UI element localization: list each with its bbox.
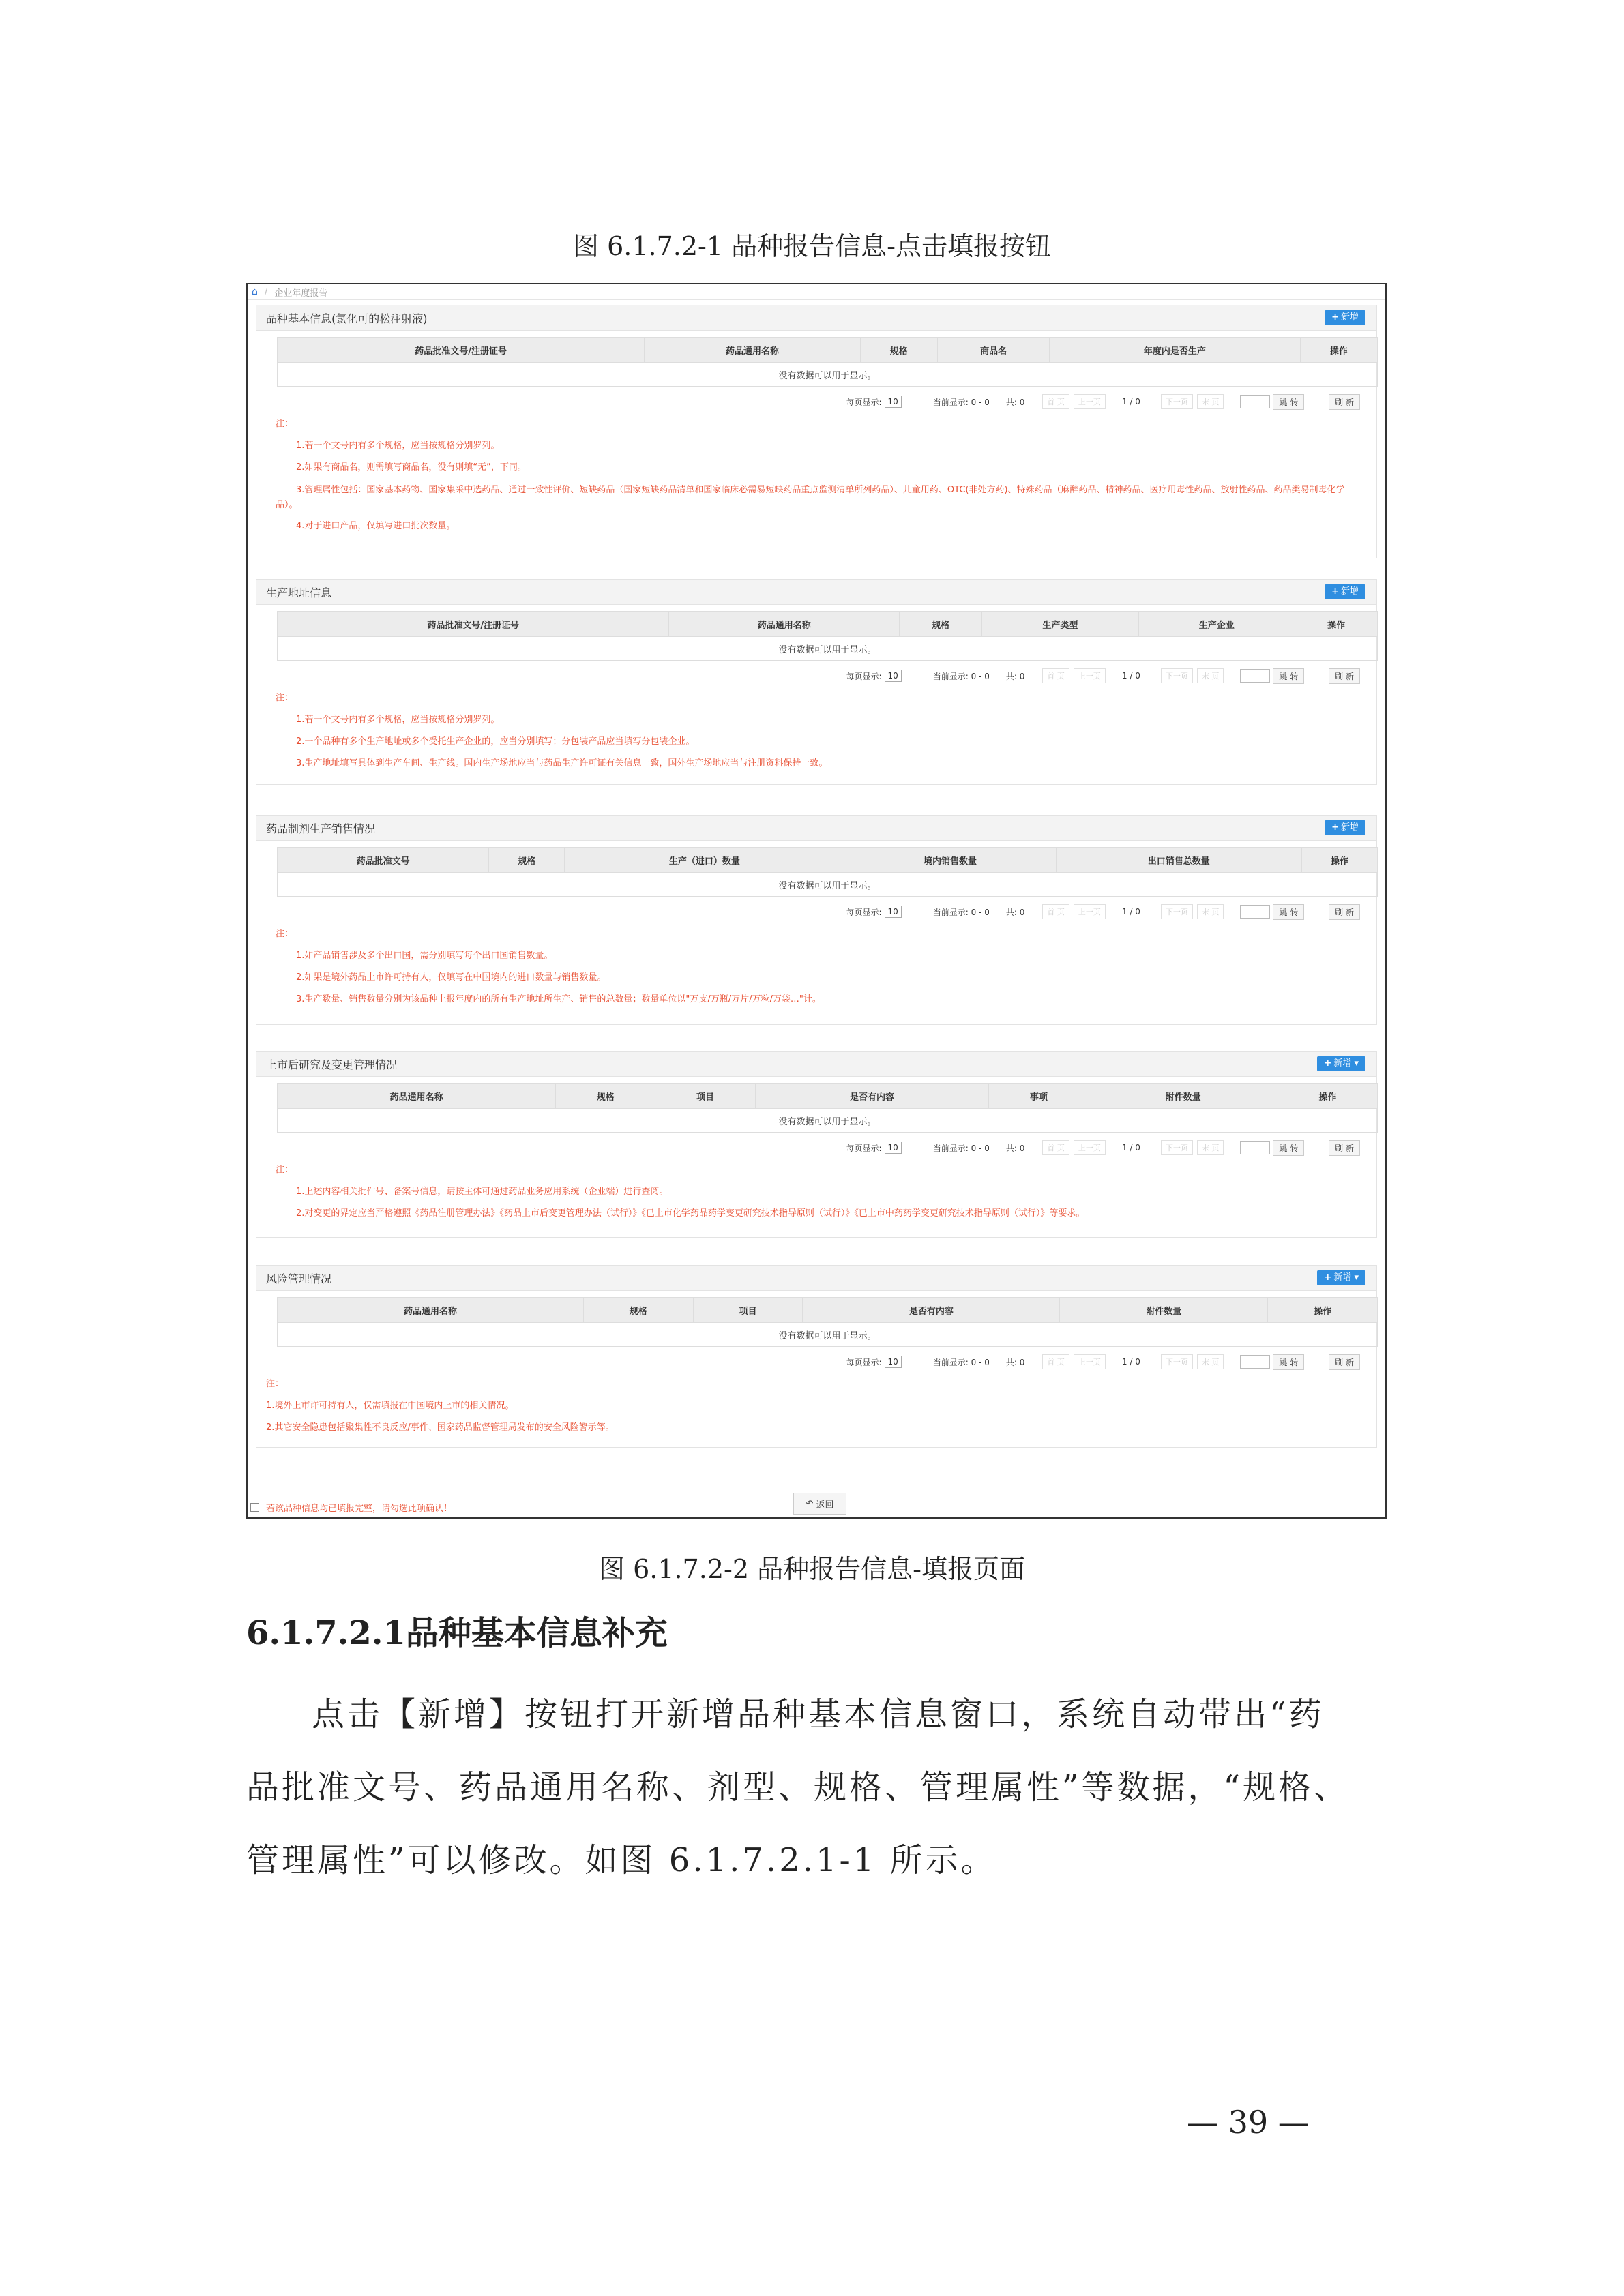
paragraph-line: 品批准文号、药品通用名称、剂型、规格、管理属性”等数据，“规格、 bbox=[246, 1768, 1350, 1806]
current-range: 当前显示: 0 - 0 bbox=[932, 397, 990, 407]
note-item: 1.若一个文号内有多个规格，应当按规格分别罗列。 bbox=[296, 715, 500, 725]
page-indicator: 1 / 0 bbox=[1121, 671, 1140, 681]
prev-page-button[interactable]: 上一页 bbox=[1074, 668, 1106, 683]
caret-down-icon: ▾ bbox=[1354, 1272, 1359, 1283]
next-page-button[interactable]: 下一页 bbox=[1161, 394, 1193, 409]
last-page-button[interactable]: 末 页 bbox=[1197, 668, 1224, 683]
next-page-button[interactable]: 下一页 bbox=[1161, 1354, 1193, 1369]
column-header: 境内销售数量 bbox=[844, 848, 1056, 873]
first-page-button[interactable]: 首 页 bbox=[1042, 1354, 1069, 1369]
next-page-button[interactable]: 下一页 bbox=[1161, 904, 1193, 919]
per-page-label: 每页显示: bbox=[846, 1143, 882, 1153]
home-icon[interactable]: ⌂ bbox=[252, 286, 258, 297]
panel-title: 风险管理情况 bbox=[266, 1272, 332, 1285]
last-page-button[interactable]: 末 页 bbox=[1197, 1140, 1224, 1155]
column-header: 项目 bbox=[655, 1084, 755, 1109]
plus-icon: + bbox=[1324, 1272, 1332, 1283]
per-page-select[interactable]: 10 bbox=[885, 396, 902, 408]
column-header: 事项 bbox=[989, 1084, 1089, 1109]
page-indicator: 1 / 0 bbox=[1121, 1357, 1140, 1367]
table-header-row bbox=[278, 612, 1378, 637]
total-count: 共: 0 bbox=[1005, 671, 1025, 681]
add-button[interactable] bbox=[1325, 310, 1365, 325]
table-row bbox=[278, 637, 1378, 661]
add-label: 新增 bbox=[1333, 1058, 1352, 1069]
table-header-row bbox=[278, 1298, 1378, 1323]
jump-button[interactable]: 跳 转 bbox=[1273, 1354, 1304, 1370]
page-jump-input[interactable] bbox=[1240, 1141, 1270, 1154]
table-header-row bbox=[278, 338, 1378, 363]
data-table bbox=[277, 337, 1378, 387]
add-dropdown-button[interactable] bbox=[1317, 1056, 1365, 1071]
table-row bbox=[278, 1109, 1378, 1133]
note-item: 1.上述内容相关批件号、备案号信息，请按主体可通过药品业务应用系统（企业端）进行查阅。 bbox=[296, 1187, 668, 1197]
refresh-button[interactable]: 刷 新 bbox=[1329, 394, 1360, 410]
column-header: 药品通用名称 bbox=[278, 1298, 584, 1323]
column-header: 药品批准文号/注册证号 bbox=[278, 338, 645, 363]
panel-risk-management bbox=[256, 1265, 1377, 1448]
panel-basic-info bbox=[256, 305, 1377, 558]
data-table bbox=[277, 847, 1378, 897]
first-page-button[interactable]: 首 页 bbox=[1042, 668, 1069, 683]
column-header: 药品通用名称 bbox=[669, 612, 900, 637]
column-header: 操作 bbox=[1300, 338, 1377, 363]
column-header: 药品批准文号/注册证号 bbox=[278, 612, 669, 637]
notes bbox=[276, 413, 1363, 537]
plus-icon: + bbox=[1324, 1058, 1332, 1069]
per-page-select[interactable]: 10 bbox=[885, 670, 902, 682]
note-item: 2.如果有商品名，则需填写商品名，没有则填“无”，下同。 bbox=[296, 462, 527, 473]
jump-button[interactable]: 跳 转 bbox=[1273, 394, 1304, 410]
notes bbox=[276, 1159, 1363, 1225]
add-button[interactable] bbox=[1325, 584, 1365, 599]
column-header: 生产企业 bbox=[1138, 612, 1295, 637]
panel-title: 上市后研究及变更管理情况 bbox=[266, 1058, 398, 1071]
empty-message: 没有数据可以用于显示。 bbox=[278, 873, 1378, 897]
back-arrow-icon: ↶ bbox=[806, 1498, 814, 1509]
note-item: 3.管理属性包括：国家基本药物、国家集采中选药品、通过一致性评价、短缺药品（国家短缺药品清单和国家临床必需易短缺药品重点监测清单所列药品）、儿童用药、OTC(非处方药)、特殊药品（麻醉药品、精神药品、医疗用毒性药品、放射性药品、药品类易制毒化学品）。 bbox=[276, 485, 1345, 510]
page-indicator: 1 / 0 bbox=[1121, 1143, 1140, 1152]
total-count: 共: 0 bbox=[1005, 397, 1025, 407]
column-header: 生产类型 bbox=[982, 612, 1138, 637]
pager bbox=[846, 393, 1360, 411]
jump-button[interactable]: 跳 转 bbox=[1273, 1140, 1304, 1156]
next-page-button[interactable]: 下一页 bbox=[1161, 668, 1193, 683]
last-page-button[interactable]: 末 页 bbox=[1197, 1354, 1224, 1369]
empty-message: 没有数据可以用于显示。 bbox=[278, 363, 1378, 387]
panel-title: 药品制剂生产销售情况 bbox=[266, 822, 376, 835]
add-label: 新增 bbox=[1333, 1272, 1352, 1283]
page-jump-input[interactable] bbox=[1240, 669, 1270, 683]
first-page-button[interactable]: 首 页 bbox=[1042, 904, 1069, 919]
caret-down-icon: ▾ bbox=[1354, 1058, 1359, 1069]
per-page-label: 每页显示: bbox=[846, 1357, 882, 1367]
data-table bbox=[277, 1297, 1378, 1347]
note-item: 1.境外上市许可持有人，仅需填报在中国境内上市的相关情况。 bbox=[266, 1401, 514, 1411]
note-item: 2.对变更的界定应当严格遵照《药品注册管理办法》《药品上市后变更管理办法（试行）》《已上市化学药品药学变更研究技术指导原则（试行）》《已上市中药药学变更研究技术指导原则（试行）》等要求。 bbox=[296, 1208, 1085, 1219]
total-count: 共: 0 bbox=[1005, 907, 1025, 917]
table-row bbox=[278, 873, 1378, 897]
current-range: 当前显示: 0 - 0 bbox=[932, 907, 990, 917]
figure-caption-1: 图 6.1.7.2-1 品种报告信息-点击填报按钮 bbox=[573, 231, 1051, 261]
confirm-checkbox[interactable] bbox=[250, 1503, 259, 1512]
next-page-button[interactable]: 下一页 bbox=[1161, 1140, 1193, 1155]
note-item: 4.对于进口产品，仅填写进口批次数量。 bbox=[296, 521, 456, 531]
per-page-label: 每页显示: bbox=[846, 397, 882, 407]
notes bbox=[276, 687, 1363, 775]
per-page-select[interactable]: 10 bbox=[885, 906, 902, 918]
column-header: 操作 bbox=[1295, 612, 1377, 637]
notes-title: 注： bbox=[276, 929, 294, 939]
column-header: 附件数量 bbox=[1060, 1298, 1268, 1323]
empty-message: 没有数据可以用于显示。 bbox=[278, 1323, 1378, 1347]
column-header: 规格 bbox=[583, 1298, 693, 1323]
note-item: 2.如果是境外药品上市许可持有人，仅填写在中国境内的进口数量与销售数量。 bbox=[296, 972, 606, 983]
column-header: 药品批准文号 bbox=[278, 848, 489, 873]
add-label: 新增 bbox=[1340, 586, 1359, 597]
note-item: 2.一个品种有多个生产地址或多个受托生产企业的，应当分别填写；分包装产品应当填写分包装企业。 bbox=[296, 736, 695, 747]
add-button[interactable] bbox=[1325, 820, 1365, 835]
pager bbox=[846, 1139, 1360, 1157]
figure-caption-2: 图 6.1.7.2-2 品种报告信息-填报页面 bbox=[599, 1554, 1025, 1584]
current-range: 当前显示: 0 - 0 bbox=[932, 1143, 990, 1153]
notes-title: 注： bbox=[276, 693, 294, 703]
breadcrumb-current: 企业年度报告 bbox=[274, 288, 328, 299]
page-indicator: 1 / 0 bbox=[1121, 907, 1140, 916]
section-heading: 6.1.7.2.1品种基本信息补充 bbox=[246, 1614, 668, 1652]
table-header-row bbox=[278, 1084, 1378, 1109]
column-header: 药品通用名称 bbox=[645, 338, 861, 363]
first-page-button[interactable]: 首 页 bbox=[1042, 394, 1069, 409]
refresh-button[interactable]: 刷 新 bbox=[1329, 668, 1360, 684]
page-indicator: 1 / 0 bbox=[1121, 397, 1140, 406]
data-table bbox=[277, 611, 1378, 661]
paragraph-line: 管理属性”可以修改。如图 6.1.7.2.1-1 所示。 bbox=[246, 1841, 996, 1879]
column-header: 操作 bbox=[1268, 1298, 1378, 1323]
notes bbox=[276, 923, 1363, 1011]
notes-title: 注： bbox=[276, 419, 294, 429]
column-header: 生产（进口）数量 bbox=[565, 848, 844, 873]
page-jump-input[interactable] bbox=[1240, 1355, 1270, 1369]
column-header: 规格 bbox=[489, 848, 565, 873]
per-page-select[interactable]: 10 bbox=[885, 1142, 902, 1154]
breadcrumb bbox=[248, 284, 1385, 300]
column-header: 年度内是否生产 bbox=[1050, 338, 1300, 363]
plus-icon: + bbox=[1331, 312, 1339, 323]
notes bbox=[266, 1373, 1363, 1439]
per-page-label: 每页显示: bbox=[846, 907, 882, 917]
current-range: 当前显示: 0 - 0 bbox=[932, 1357, 990, 1367]
column-header: 操作 bbox=[1301, 848, 1377, 873]
table-row bbox=[278, 1323, 1378, 1347]
confirm-label: 若该品种信息均已填报完整，请勾选此项确认！ bbox=[266, 1504, 453, 1514]
add-label: 新增 bbox=[1340, 312, 1359, 323]
pager bbox=[846, 667, 1360, 685]
column-header: 出口销售总数量 bbox=[1056, 848, 1301, 873]
last-page-button[interactable]: 末 页 bbox=[1197, 394, 1224, 409]
note-item: 1.若一个文号内有多个规格，应当按规格分别罗列。 bbox=[296, 441, 500, 451]
jump-button[interactable]: 跳 转 bbox=[1273, 904, 1304, 920]
note-item: 1.如产品销售涉及多个出口国，需分别填写每个出口国销售数量。 bbox=[296, 951, 553, 961]
panel-production-address bbox=[256, 579, 1377, 785]
data-table bbox=[277, 1083, 1378, 1133]
pager bbox=[846, 903, 1360, 921]
pager bbox=[846, 1353, 1360, 1371]
note-item: 3.生产地址填写具体到生产车间、生产线。国内生产场地应当与药品生产许可证有关信息一致，国外生产场地应当与注册资料保持一致。 bbox=[296, 758, 828, 769]
panel-title: 品种基本信息(氯化可的松注射液) bbox=[266, 312, 428, 325]
plus-icon: + bbox=[1331, 586, 1339, 597]
back-label: 返回 bbox=[816, 1500, 834, 1510]
panel-post-market-research bbox=[256, 1051, 1377, 1238]
prev-page-button[interactable]: 上一页 bbox=[1074, 394, 1106, 409]
screenshot-frame bbox=[246, 283, 1387, 1519]
add-dropdown-button[interactable] bbox=[1317, 1270, 1365, 1285]
per-page-select[interactable]: 10 bbox=[885, 1356, 902, 1368]
current-range: 当前显示: 0 - 0 bbox=[932, 671, 990, 681]
column-header: 规格 bbox=[556, 1084, 655, 1109]
first-page-button[interactable]: 首 页 bbox=[1042, 1140, 1069, 1155]
column-header: 附件数量 bbox=[1089, 1084, 1278, 1109]
paragraph-line: 点击【新增】按钮打开新增品种基本信息窗口，系统自动带出“药 bbox=[312, 1695, 1325, 1733]
prev-page-button[interactable]: 上一页 bbox=[1074, 904, 1106, 919]
back-button[interactable] bbox=[793, 1493, 846, 1515]
per-page-label: 每页显示: bbox=[846, 671, 882, 681]
refresh-button[interactable]: 刷 新 bbox=[1329, 904, 1360, 920]
table-row bbox=[278, 363, 1378, 387]
prev-page-button[interactable]: 上一页 bbox=[1074, 1354, 1106, 1369]
column-header: 规格 bbox=[860, 338, 937, 363]
note-item: 2.其它安全隐患包括聚集性不良反应/事件、国家药品监督管理局发布的安全风险警示等。 bbox=[266, 1422, 615, 1433]
panel-title: 生产地址信息 bbox=[266, 586, 332, 599]
page-number: — 39 — bbox=[1187, 2104, 1310, 2141]
notes-title: 注： bbox=[266, 1379, 284, 1389]
breadcrumb-separator: / bbox=[264, 286, 268, 297]
note-item: 3.生产数量、销售数量分别为该品种上报年度内的所有生产地址所生产、销售的总数量；数量单位以"万支/万瓶/万片/万粒/万袋…"计。 bbox=[296, 994, 821, 1004]
refresh-button[interactable]: 刷 新 bbox=[1329, 1354, 1360, 1370]
empty-message: 没有数据可以用于显示。 bbox=[278, 637, 1378, 661]
prev-page-button[interactable]: 上一页 bbox=[1074, 1140, 1106, 1155]
confirm-row bbox=[250, 1501, 452, 1514]
table-header-row bbox=[278, 848, 1378, 873]
column-header: 商品名 bbox=[938, 338, 1050, 363]
column-header: 规格 bbox=[900, 612, 982, 637]
add-label: 新增 bbox=[1340, 822, 1359, 833]
column-header: 项目 bbox=[693, 1298, 803, 1323]
total-count: 共: 0 bbox=[1005, 1143, 1025, 1153]
column-header: 是否有内容 bbox=[803, 1298, 1060, 1323]
column-header: 药品通用名称 bbox=[278, 1084, 556, 1109]
last-page-button[interactable]: 末 页 bbox=[1197, 904, 1224, 919]
jump-button[interactable]: 跳 转 bbox=[1273, 668, 1304, 684]
refresh-button[interactable]: 刷 新 bbox=[1329, 1140, 1360, 1156]
column-header: 操作 bbox=[1278, 1084, 1377, 1109]
notes-title: 注： bbox=[276, 1165, 294, 1175]
total-count: 共: 0 bbox=[1005, 1357, 1025, 1367]
plus-icon: + bbox=[1331, 822, 1339, 833]
column-header: 是否有内容 bbox=[755, 1084, 989, 1109]
page-jump-input[interactable] bbox=[1240, 395, 1270, 408]
page-jump-input[interactable] bbox=[1240, 905, 1270, 919]
panel-production-sales bbox=[256, 815, 1377, 1025]
empty-message: 没有数据可以用于显示。 bbox=[278, 1109, 1378, 1133]
